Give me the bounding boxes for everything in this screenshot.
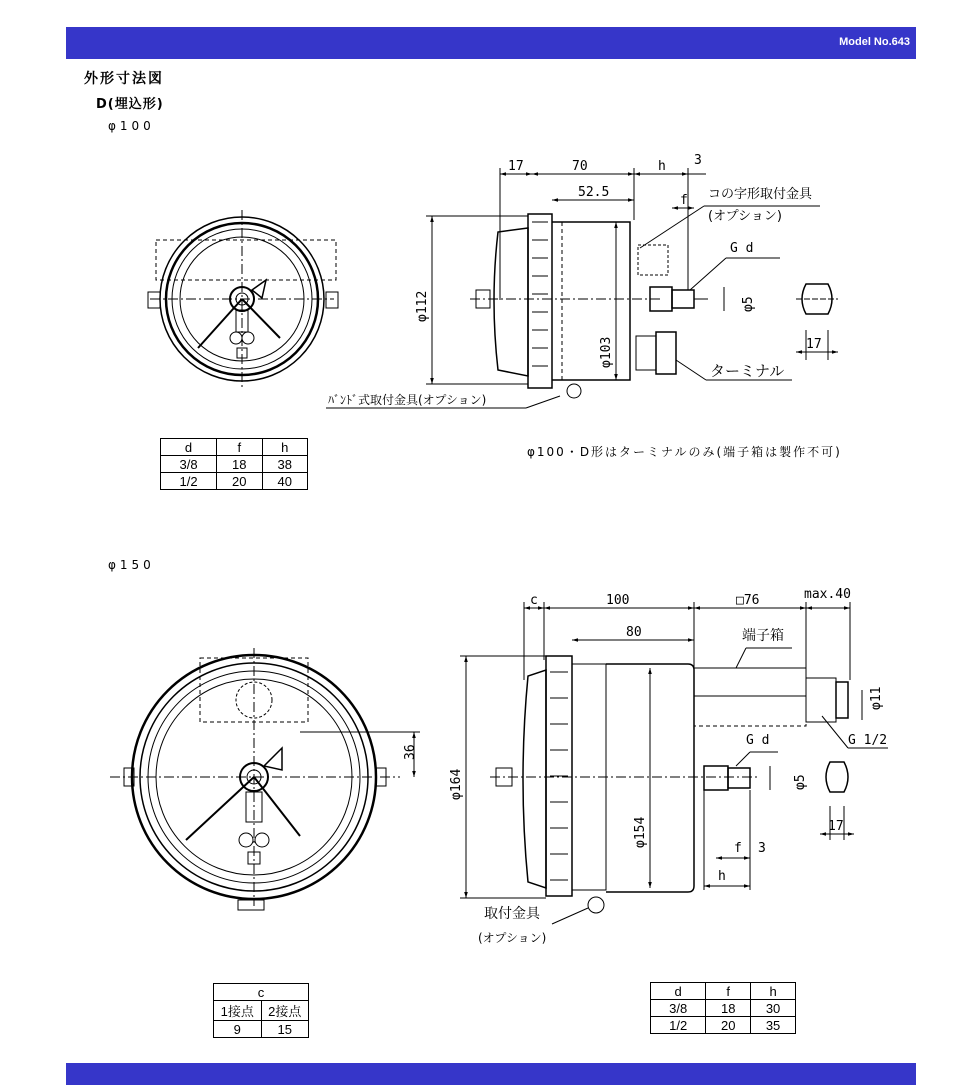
table-row <box>214 1021 309 1038</box>
dim-h: h <box>658 159 666 174</box>
table-cell: 38 <box>262 456 307 473</box>
table-cell: 35 <box>751 1017 796 1034</box>
callout-mount: 取付金具 <box>484 906 540 922</box>
dim-dia-103: φ103 <box>599 336 614 368</box>
dim-h-150: h <box>718 869 726 884</box>
dim-17: 17 <box>508 159 524 174</box>
table-row <box>651 1017 796 1034</box>
label-gd: G d <box>730 241 754 256</box>
callout-option: (オプション) <box>708 209 782 224</box>
dim-table-100 <box>160 438 308 490</box>
table-header: d <box>651 983 706 1000</box>
callout-band-mount: ﾊﾞﾝﾄﾞ式取付金具(オプション) <box>328 393 487 407</box>
label-gd-150: G d <box>746 733 770 748</box>
table-cell: 18 <box>217 456 262 473</box>
table-cell: 1/2 <box>161 473 217 490</box>
dim-dia-5: φ5 <box>741 296 756 312</box>
model-number: Model No.643 <box>839 36 910 48</box>
dim-table-c <box>213 983 309 1038</box>
dim-52-5: 52.5 <box>578 185 610 200</box>
dim-dia-5-150: φ5 <box>793 774 808 790</box>
dim-max40: max.40 <box>804 587 851 602</box>
table-row <box>161 456 308 473</box>
table-header: f <box>706 983 751 1000</box>
table-header: 2接点 <box>261 1001 309 1021</box>
dim-f-150: f <box>734 841 742 856</box>
callout-bracket-u: コの字形取付金具 <box>708 187 813 202</box>
table-row <box>651 1000 796 1017</box>
table-cell: 3/8 <box>651 1000 706 1017</box>
dim-3-150: 3 <box>758 841 766 856</box>
dim-17b: 17 <box>806 337 822 352</box>
dim-17-150: 17 <box>828 819 844 834</box>
table-cell: 3/8 <box>161 456 217 473</box>
page-subtitle: D(埋込形) <box>96 97 164 112</box>
dim-f: f <box>680 193 688 208</box>
table-cell: 15 <box>261 1021 309 1038</box>
table-cell: 18 <box>706 1000 751 1017</box>
dim-table-150 <box>650 982 796 1034</box>
dim-c: c <box>530 593 538 608</box>
page-title: 外形寸法図 <box>84 71 164 87</box>
gauge-front-100 <box>148 210 338 390</box>
size-label-100: φ100 <box>108 119 155 133</box>
dim-dia-11: φ11 <box>869 686 884 710</box>
table-cell: 20 <box>217 473 262 490</box>
table-cell: 1/2 <box>651 1017 706 1034</box>
table-header: h <box>262 439 307 456</box>
table-row <box>161 473 308 490</box>
dim-100: 100 <box>606 593 630 608</box>
callout-mount-option: (オプション) <box>478 931 547 945</box>
dim-80: 80 <box>626 625 642 640</box>
table-header: h <box>751 983 796 1000</box>
dim-3: 3 <box>694 153 702 168</box>
table-header: f <box>217 439 262 456</box>
callout-terminal-box: 端子箱 <box>742 628 784 644</box>
dim-dia-164: φ164 <box>449 768 464 800</box>
gauge-front-150 <box>110 648 420 910</box>
dim-dia-112: φ112 <box>415 290 430 322</box>
table-header: d <box>161 439 217 456</box>
dim-dia-154: φ154 <box>633 816 648 848</box>
dim-36: 36 <box>403 744 418 760</box>
table-cell: 9 <box>214 1021 262 1038</box>
callout-terminal: ターミナル <box>710 362 785 380</box>
table-header: c <box>214 984 309 1001</box>
table-cell: 20 <box>706 1017 751 1034</box>
dim-sq76: □76 <box>736 593 760 608</box>
table-cell: 30 <box>751 1000 796 1017</box>
table-cell: 40 <box>262 473 307 490</box>
table-header: 1接点 <box>214 1001 262 1021</box>
note-d-type: φ100・D形はターミナルのみ(端子箱は製作不可) <box>527 445 842 459</box>
label-g-1-2: G 1/2 <box>848 733 888 748</box>
dim-70: 70 <box>572 159 588 174</box>
size-label-150: φ150 <box>108 558 155 572</box>
